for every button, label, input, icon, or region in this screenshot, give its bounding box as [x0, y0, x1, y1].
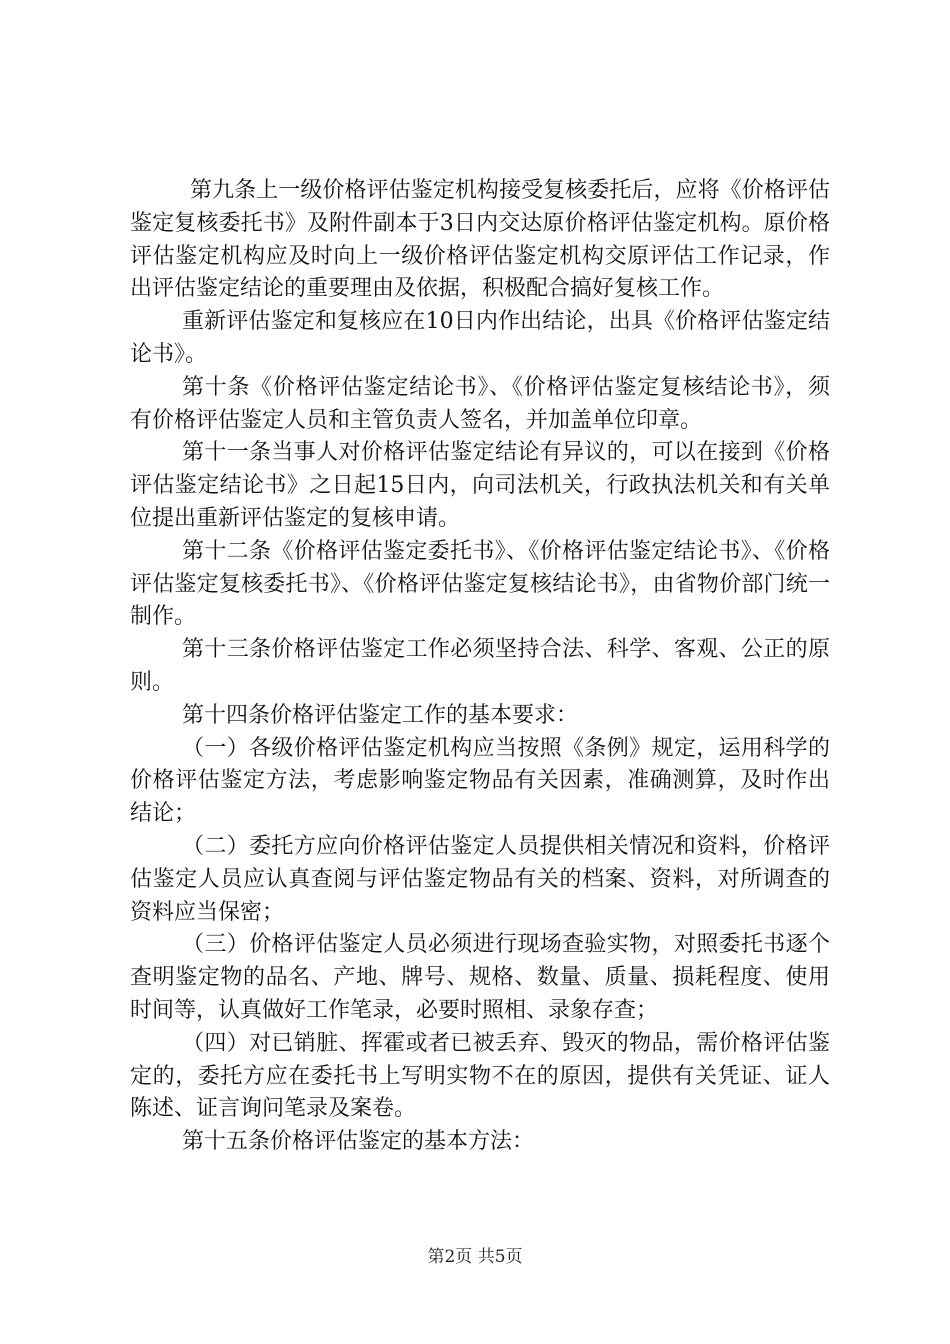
- paragraph-reassessment: 重新评估鉴定和复核应在10日内作出结论，出具《价格评估鉴定结论书》。: [130, 309, 830, 367]
- paragraph-item-3: （三）价格评估鉴定人员必须进行现场查验实物，对照委托书逐个查明鉴定物的品名、产地、牌号、规格、数量、质量、损耗程度、使用时间等，认真做好工作笔录，必要时照相、录象存查；: [130, 932, 830, 1023]
- paragraph-item-1: （一）各级价格评估鉴定机构应当按照《条例》规定，运用科学的价格评估鉴定方法，考虑影响鉴定物品有关因素，准确测算，及时作出结论；: [130, 735, 830, 827]
- paragraph-article-13: 第十三条价格评估鉴定工作必须坚持合法、科学、客观、公正的原则。: [130, 637, 830, 695]
- paragraph-article-11: 第十一条当事人对价格评估鉴定结论有异议的，可以在接到《价格评估鉴定结论书》之日起15日内，向司法机关，行政执法机关和有关单位提出重新评估鉴定的复核申请。: [130, 440, 830, 531]
- document-body: [130, 175, 830, 1159]
- paragraph-item-2: （二）委托方应向价格评估鉴定人员提供相关情况和资料，价格评估鉴定人员应认真查阅与评估鉴定物品有关的档案、资料，对所调查的资料应当保密；: [130, 833, 830, 925]
- paragraph-article-14: 第十四条价格评估鉴定工作的基本要求：: [182, 702, 579, 728]
- paragraph-article-9: 第九条上一级价格评估鉴定机构接受复核委托后，应将《价格评估鉴定复核委托书》及附件副本于3日内交达原价格评估鉴定机构。原价格评估鉴定机构应及时向上一级价格评估鉴定机构交原评估工作记录，作出评估鉴定结论的重要理由及依据，积极配合搞好复核工作。: [130, 178, 830, 302]
- paragraph-article-15: 第十五条价格评估鉴定的基本方法：: [182, 1129, 535, 1155]
- page-number-footer: 第2页 共5页: [427, 1247, 523, 1267]
- paragraph-article-10: 第十条《价格评估鉴定结论书》、《价格评估鉴定复核结论书》，须有价格评估鉴定人员和主管负责人签名，并加盖单位印章。: [130, 374, 830, 433]
- paragraph-article-12: 第十二条《价格评估鉴定委托书》、《价格评估鉴定结论书》、《价格评估鉴定复核委托书》、《价格评估鉴定复核结论书》，由省物价部门统一制作。: [130, 538, 830, 630]
- paragraph-item-4: （四）对已销脏、挥霍或者已被丢弃、毁灭的物品，需价格评估鉴定的，委托方应在委托书上写明实物不在的原因，提供有关凭证、证人陈述、证言询问笔录及案卷。: [130, 1030, 830, 1122]
